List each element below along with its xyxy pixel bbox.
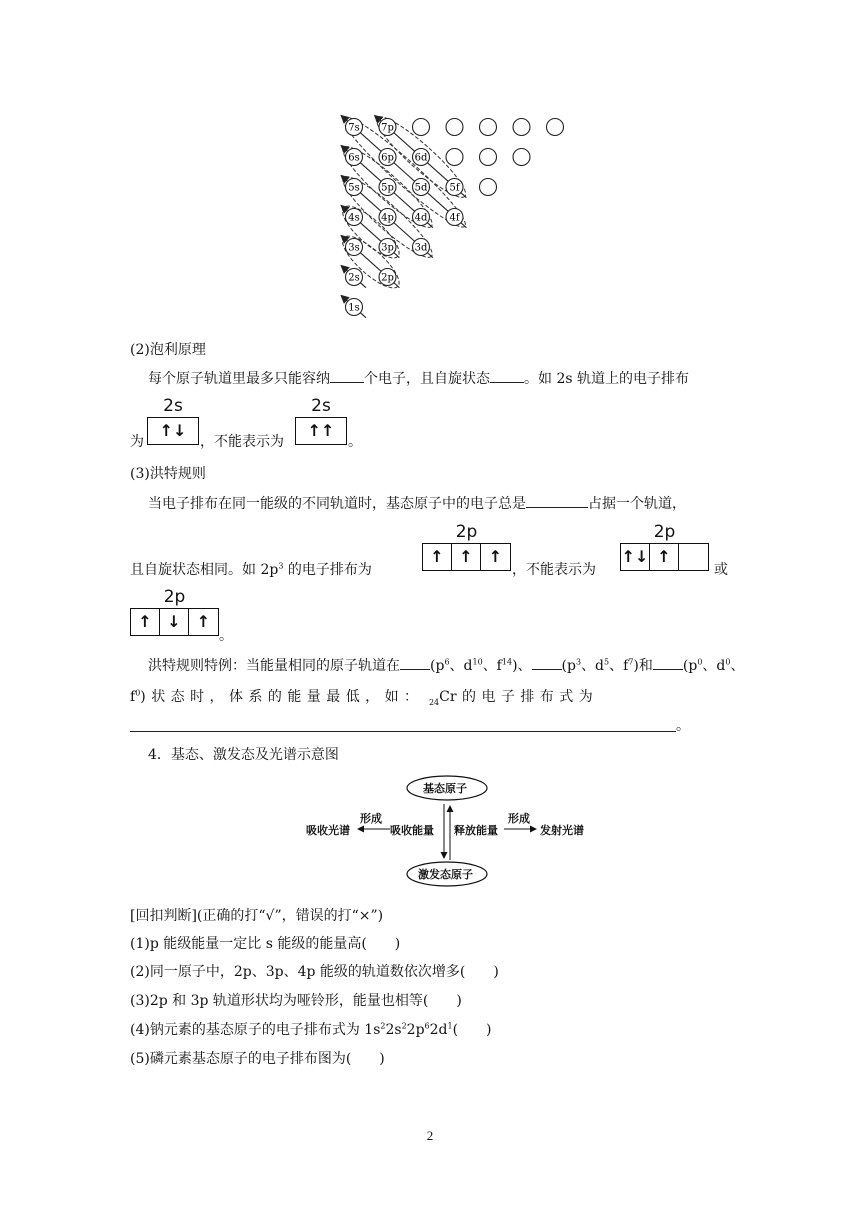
empty-orbital-circle — [547, 119, 564, 136]
spectrum-diagram — [300, 772, 600, 892]
pauli-line-2-end: 。 — [348, 434, 362, 450]
orbital-label-5d: 5d — [414, 182, 428, 194]
empty-orbital-circle — [446, 149, 463, 166]
special-blank-cr-config[interactable] — [130, 731, 676, 732]
pauli-line-1: 每个原子轨道里最多只能容纳 个电子，且自旋状态 。如 2s 轨道上的电子排布 — [148, 368, 689, 389]
special-line-2: $f^0$) 状 态 时 ， 体 系 的 能 量 最 低 ， 如 ： $_{24}$Cr 的 电 子 排 布 式 为 — [130, 688, 593, 707]
pauli-wrong-box — [295, 395, 347, 445]
down-arrow-icon: ↓ — [167, 612, 181, 631]
empty-orbital-circle — [446, 119, 463, 136]
orbital-label: 2s — [163, 396, 183, 416]
special-line-3-end: 。 — [676, 718, 690, 734]
hund-line-2-or: 或 — [714, 562, 728, 578]
form-label-left: 形成 — [360, 812, 382, 825]
up-down-arrow-icon: ↑↓ — [159, 421, 187, 440]
up-arrow-icon: ↑ — [430, 547, 444, 566]
pauli-blank-spin[interactable] — [490, 368, 524, 383]
page-number: 2 — [426, 1128, 434, 1143]
orbital-label-4p: 4p — [381, 212, 394, 224]
orbital-label-3s: 3s — [348, 242, 360, 254]
orbital-label: 2p — [653, 522, 676, 542]
orbital-label-5p: 5p — [381, 182, 394, 194]
hund-line-3-end: 。 — [219, 628, 233, 644]
special-blank-full[interactable] — [400, 655, 430, 670]
hund-heading: (3)洪特规则 — [130, 466, 206, 482]
orbital-label-4s: 4s — [348, 212, 360, 224]
hund-line-2-mid: ，不能表示为 — [512, 562, 596, 578]
orbital-label-3d: 3d — [414, 242, 428, 254]
hund-correct-box — [422, 521, 511, 571]
orbital-label-3p: 3p — [381, 242, 394, 254]
judge-item-2: (2)同一原子中，2p、3p、4p 能级的轨道数依次增多( ) — [130, 964, 499, 980]
orbital-label-4d: 4d — [414, 212, 428, 224]
judge-item-1: (1)p 能级能量一定比 s 能级的能量高( ) — [130, 936, 401, 952]
up-up-arrow-icon: ↑↑ — [307, 421, 335, 440]
release-energy-label: 释放能量 — [454, 824, 498, 837]
excited-state-label: 激发态原子 — [418, 868, 473, 881]
orbital-label-4f: 4f — [449, 212, 460, 224]
orbital-label: 2p — [455, 522, 478, 542]
pauli-heading: (2)泡利原理 — [130, 342, 206, 358]
orbital-label: 2s — [311, 396, 331, 416]
orbital-label-2p: 2p — [381, 272, 394, 284]
up-arrow-icon: ↑ — [196, 612, 211, 631]
orbital-label-7p: 7p — [381, 122, 394, 134]
up-arrow-icon: ↑ — [657, 547, 671, 566]
orbital-label-7s: 7s — [348, 122, 360, 134]
hund-line-1: 当电子排布在同一能级的不同轨道时，基态原子中的电子总是 占据一个轨道， — [148, 493, 686, 514]
special-blank-empty[interactable] — [653, 655, 683, 670]
hund-wrong-box-1 — [620, 521, 709, 571]
ground-state-label: 基态原子 — [423, 782, 467, 795]
hund-blank-single[interactable] — [526, 493, 588, 508]
aufbau-diagram — [320, 100, 580, 326]
hund-line-2: 且自旋状态相同。如 $2p^3$ 的电子排布为 — [130, 561, 372, 578]
pauli-line-2-mid: ，不能表示为 — [200, 434, 284, 450]
empty-orbital-circle — [413, 119, 430, 136]
orbital-label-6d: 6d — [414, 152, 428, 164]
judge-item-4: (4)钠元素的基态原子的电子排布式为 $1s^22s^22p^62d^1$( ) — [130, 1021, 492, 1038]
orbital-label-5s: 5s — [348, 182, 360, 194]
absorb-energy-label: 吸收能量 — [390, 824, 434, 837]
section-4-title: 4．基态、激发态及光谱示意图 — [148, 747, 339, 763]
absorption-spectrum-label: 吸收光谱 — [306, 824, 350, 837]
orbital-label-1s: 1s — [348, 302, 360, 314]
orbital-label-6p: 6p — [381, 152, 394, 164]
up-arrow-icon: ↑ — [459, 547, 473, 566]
special-blank-half[interactable] — [532, 655, 562, 670]
form-label-right: 形成 — [508, 812, 530, 825]
empty-orbital-circle — [480, 119, 497, 136]
orbital-label-6s: 6s — [348, 152, 360, 164]
pauli-line-2-prefix: 为 — [130, 434, 144, 450]
pauli-blank-count[interactable] — [330, 368, 364, 383]
judge-item-5: (5)磷元素基态原子的电子排布图为( ) — [130, 1051, 385, 1067]
up-down-arrow-icon: ↑↓ — [621, 547, 649, 566]
empty-orbital-circle — [480, 179, 497, 196]
orbital-label-2s: 2s — [348, 272, 360, 284]
empty-orbital-circle — [480, 149, 497, 166]
orbital-label-5f: 5f — [449, 182, 460, 194]
empty-orbital-circle — [513, 119, 530, 136]
empty-orbital-circle — [513, 149, 530, 166]
judge-intro: [回扣判断](正确的打“√”，错误的打“×”) — [130, 908, 384, 924]
pauli-correct-box — [147, 395, 199, 445]
emission-spectrum-label: 发射光谱 — [540, 824, 584, 837]
up-arrow-icon: ↑ — [488, 547, 503, 566]
up-arrow-icon: ↑ — [138, 612, 152, 631]
hund-wrong-box-2 — [130, 586, 219, 636]
orbital-label: 2p — [163, 587, 186, 607]
special-line-1: 洪特规则特例：当能量相同的原子轨道在 ($p^6$、$d^{10}$、$f^{14}$)、 ($p^3$、$d^5$、$f^7$)和 ($p^0$、$d^0$、 — [148, 655, 744, 676]
judge-item-3: (3)2p 和 3p 轨道形状均为哑铃形，能量也相等( ) — [130, 993, 462, 1009]
